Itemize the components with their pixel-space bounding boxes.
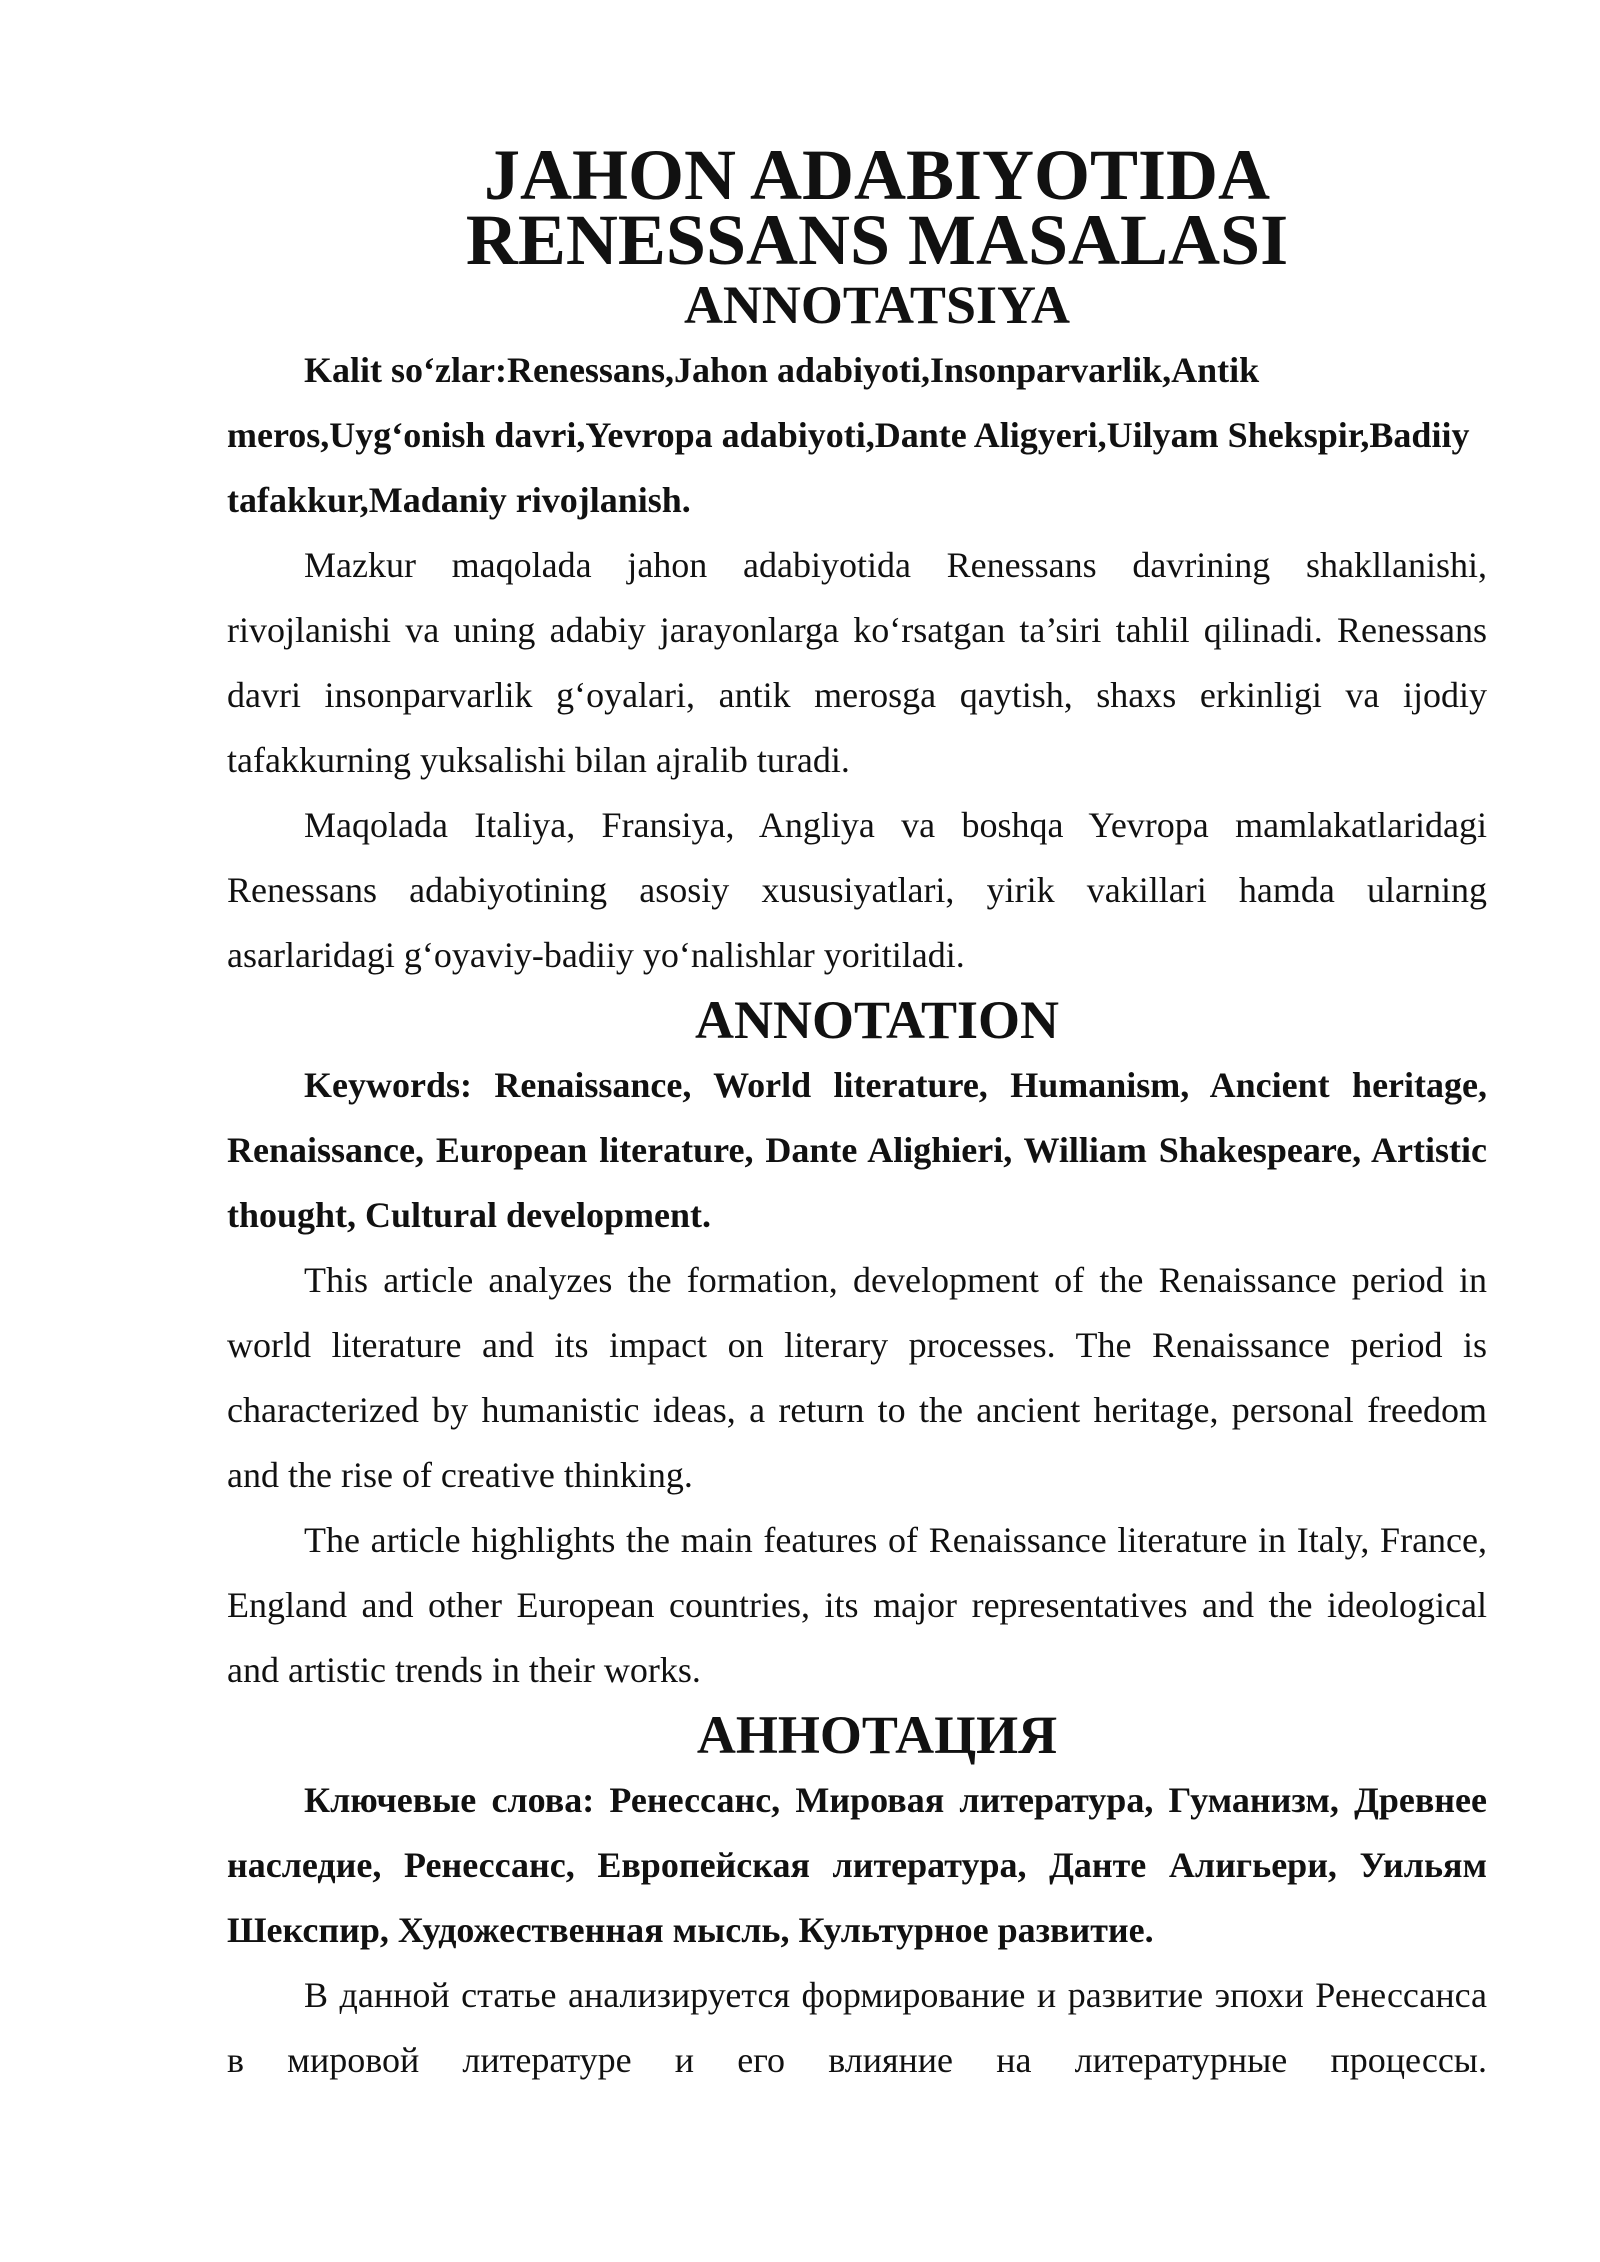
annotation-uz-paragraph-2: Maqolada Italiya, Fransiya, Angliya va boshqa Yevropa mamlakatlaridagi Renessans adabiyotining asosiy xususiyatlari, yirik vakillari hamda ularning asarlaridagi g‘oyaviy-badiiy yo‘nalishlar yoritiladi. <box>227 805 1487 975</box>
annotation-ru-keywords: Ключевые слова: Ренессанс, Мировая литература, Гуманизм, Древнее наследие, Ренессанс, Европейская литература, Данте Алигьери, Уильям Шекспир, Художественная мысль, Культурное развитие. <box>227 1780 1487 1950</box>
annotation-uz-paragraph-1: Mazkur maqolada jahon adabiyotida Renessans davrining shakllanishi, rivojlanishi va uning adabiy jarayonlarga ko‘rsatgan ta’siri tahlil qilinadi. Renessans davri insonparvarlik g‘oyalari, antik merosga qaytish, shaxs erkinligi va ijodiy tafakkurning yuksalishi bilan ajralib turadi. <box>227 545 1487 780</box>
annotation-ru-heading: АННОТАЦИЯ <box>696 1705 1058 1765</box>
annotation-en-paragraph-1: This article analyzes the formation, development of the Renaissance period in world literature and its impact on literary processes. The Renaissance period is characterized by humanistic ideas, a return to the ancient heritage, personal freedom and the rise of creative thinking. <box>227 1260 1487 1495</box>
annotation-uz-heading: ANNOTATSIYA <box>683 275 1071 335</box>
annotation-en-paragraph-2: The article highlights the main features of Renaissance literature in Italy, France, England and other European countries, its major representatives and the ideological and artistic trends in their works. <box>227 1520 1487 1690</box>
annotation-uz-keywords: Kalit so‘zlar:Renessans,Jahon adabiyoti,Insonparvarlik,Antik meros,Uyg‘onish davri,Yevropa adabiyoti,Dante Aligyeri,Uilyam Shekspir,Badiiy tafakkur,Madaniy rivojlanish. <box>227 350 1470 520</box>
annotation-en-heading: ANNOTATION <box>694 990 1060 1050</box>
annotation-en <box>227 988 1487 1703</box>
annotation-uz <box>227 273 1487 988</box>
document-title: JAHON ADABIYOTIDA RENESSANS MASALASI <box>465 135 1289 280</box>
annotation-en-keywords: Keywords: Renaissance, World literature, Humanism, Ancient heritage, Renaissance, European literature, Dante Alighieri, William Shakespeare, Artistic thought, Cultural development. <box>227 1065 1487 1235</box>
annotation-ru-paragraph-1: В данной статье анализируется формирование и развитие эпохи Ренессанса в мировой литературе и его влияние на литературные процессы. <box>227 1975 1487 2080</box>
annotation-ru <box>227 1703 1487 2093</box>
